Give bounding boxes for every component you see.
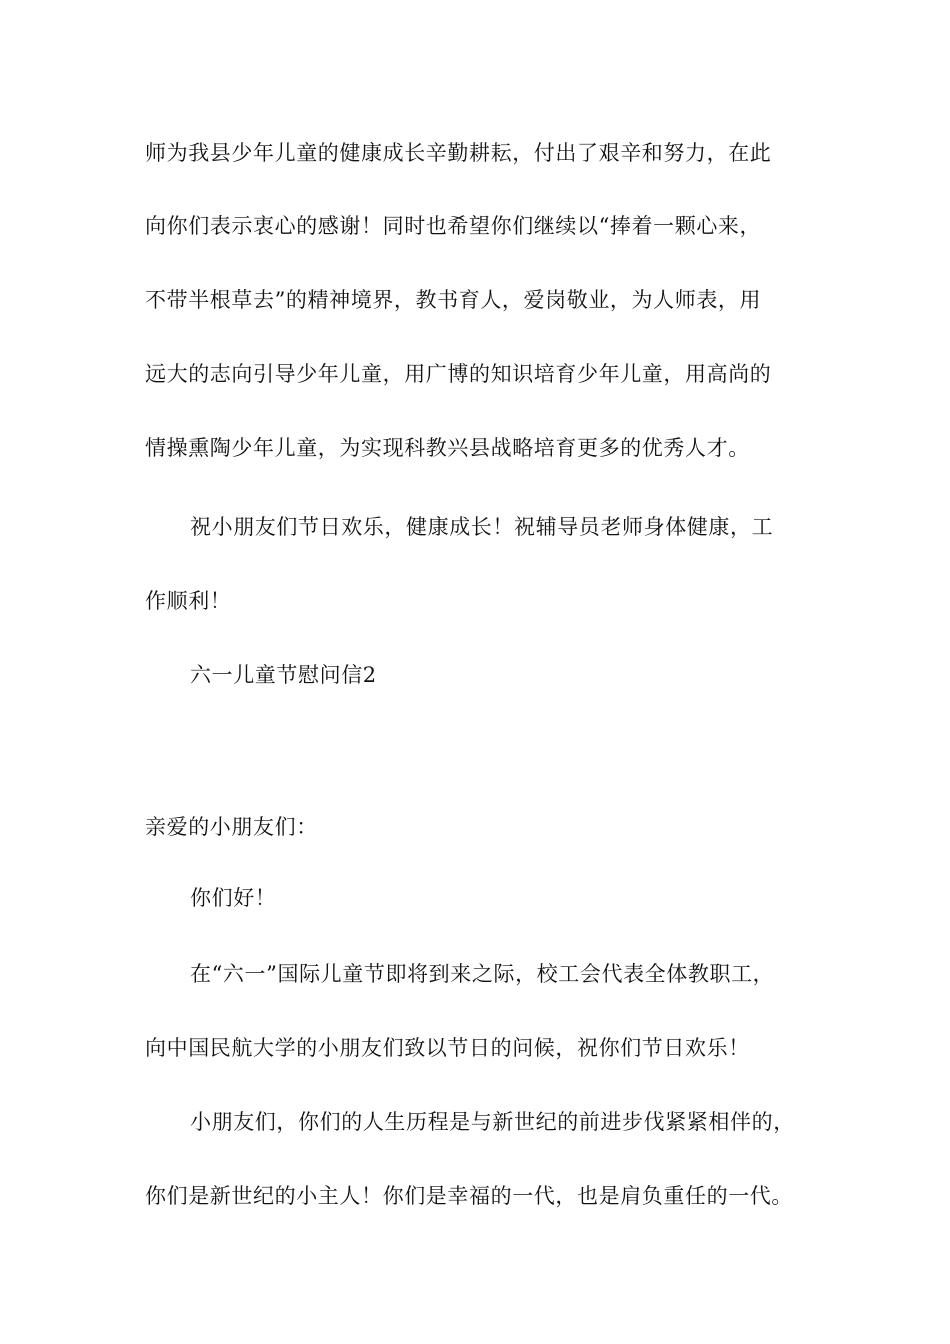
text-line: 情操熏陶少年儿童，为实现科教兴县战略培育更多的优秀人才。 (145, 436, 750, 460)
text-line: 师为我县少年儿童的健康成长辛勤耕耘，付出了艰辛和努力，在此 (145, 141, 772, 165)
text-line: 在“六一”国际儿童节即将到来之际，校工会代表全体教职工， (190, 962, 775, 986)
text-line: 向中国民航大学的小朋友们致以节日的问候，祝你们节日欢乐！ (145, 1036, 750, 1060)
text-line: 作顺利！ (145, 589, 232, 613)
text-line: 向你们表示衷心的感谢！同时也希望你们继续以“捧着一颗心来， (145, 214, 762, 238)
text-line: 祝小朋友们节日欢乐，健康成长！祝辅导员老师身体健康，工 (190, 515, 774, 539)
text-line: 你们是新世纪的小主人！你们是幸福的一代，也是肩负重任的一代。 (145, 1184, 793, 1208)
salutation: 亲爱的小朋友们： (145, 815, 318, 839)
text-line: 不带半根草去”的精神境界，教书育人，爱岗敬业，为人师表，用 (145, 288, 762, 312)
section-title: 六一儿童节慰问信2 (190, 663, 377, 687)
text-line: 小朋友们，你们的人生历程是与新世纪的前进步伐紧紧相伴的， (190, 1110, 795, 1134)
text-line: 远大的志向引导少年儿童，用广博的知识培育少年儿童，用高尚的 (145, 362, 772, 386)
greeting: 你们好！ (190, 886, 277, 910)
